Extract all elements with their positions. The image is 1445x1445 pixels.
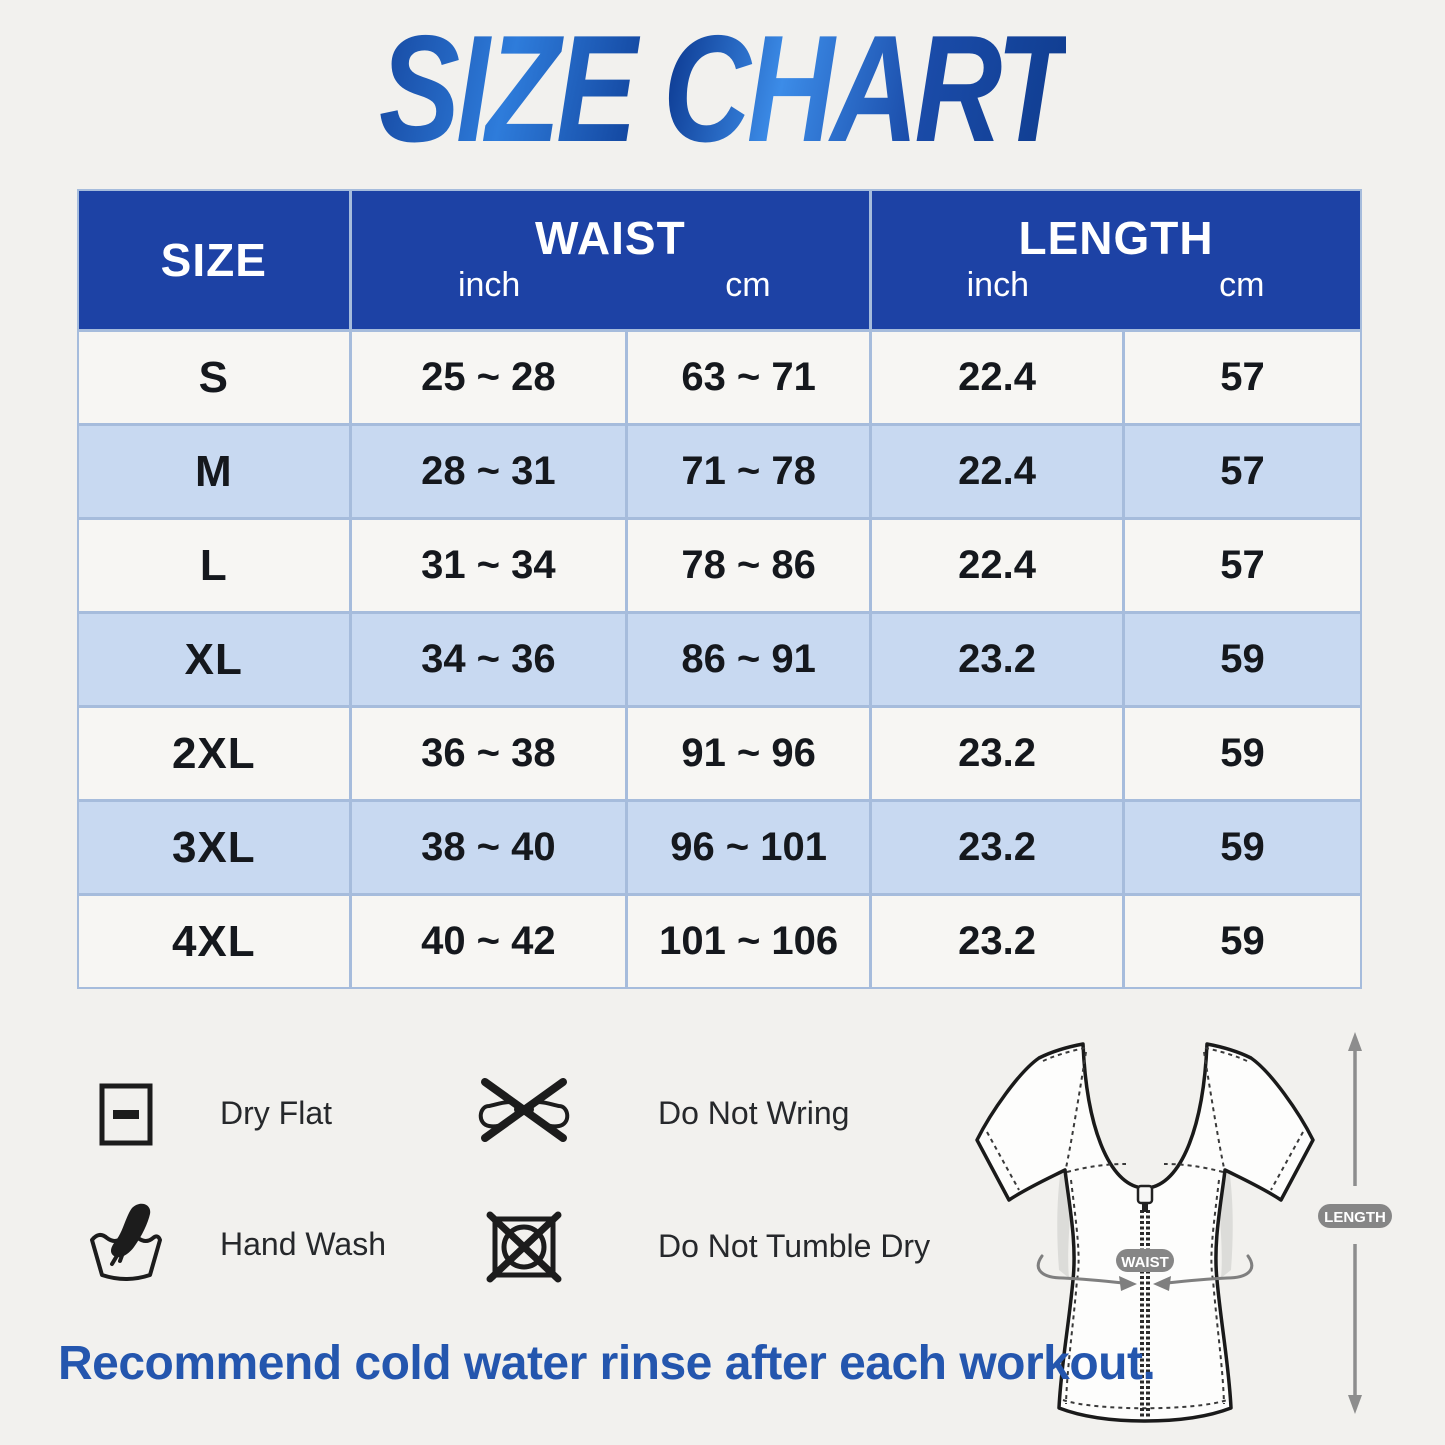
care-label-hand-wash: Hand Wash xyxy=(220,1226,386,1262)
table-cell-length-inch: 23.2 xyxy=(872,896,1122,987)
do-not-wring-icon xyxy=(475,1072,573,1148)
table-cell-waist-cm: 96 ~ 101 xyxy=(628,802,869,893)
table-cell-length-inch: 22.4 xyxy=(872,520,1122,611)
waist-units xyxy=(352,267,870,304)
table-cell-waist-inch: 34 ~ 36 xyxy=(352,614,626,705)
care-label-do-not-wring: Do Not Wring xyxy=(658,1095,850,1131)
table-cell-waist-inch: 25 ~ 28 xyxy=(352,332,626,423)
table-cell-waist-inch: 31 ~ 34 xyxy=(352,520,626,611)
column-header-size: SIZE xyxy=(79,191,349,329)
size-chart-table xyxy=(77,189,1362,989)
length-unit-cm: cm xyxy=(1219,266,1265,305)
table-cell-waist-cm: 78 ~ 86 xyxy=(628,520,869,611)
table-cell-length-cm: 57 xyxy=(1125,426,1360,517)
length-badge xyxy=(1318,1204,1392,1228)
footer-note: Recommend cold water rinse after each workout. xyxy=(58,1337,1156,1390)
table-cell-length-inch: 23.2 xyxy=(872,614,1122,705)
length-arrowhead-top xyxy=(1348,1032,1362,1051)
dry-flat-icon xyxy=(99,1083,153,1146)
column-header-length xyxy=(872,191,1360,329)
length-arrowhead-bottom xyxy=(1348,1395,1362,1414)
page-title-text: SIZE CHART xyxy=(378,4,1067,174)
table-cell-size: L xyxy=(79,520,349,611)
table-cell-waist-inch: 40 ~ 42 xyxy=(352,896,626,987)
table-cell-length-inch: 23.2 xyxy=(872,802,1122,893)
table-cell-waist-inch: 36 ~ 38 xyxy=(352,708,626,799)
table-cell-length-cm: 59 xyxy=(1125,802,1360,893)
table-cell-waist-cm: 91 ~ 96 xyxy=(628,708,869,799)
table-cell-length-cm: 59 xyxy=(1125,708,1360,799)
table-cell-length-cm: 57 xyxy=(1125,332,1360,423)
care-label-dry-flat: Dry Flat xyxy=(220,1095,332,1131)
table-cell-waist-cm: 101 ~ 106 xyxy=(628,896,869,987)
waist-badge xyxy=(1116,1249,1174,1272)
svg-text:WAIST: WAIST xyxy=(1121,1254,1169,1271)
table-cell-waist-cm: 71 ~ 78 xyxy=(628,426,869,517)
page-title xyxy=(0,4,1445,174)
table-cell-waist-cm: 63 ~ 71 xyxy=(628,332,869,423)
table-cell-size: 2XL xyxy=(79,708,349,799)
table-cell-length-cm: 57 xyxy=(1125,520,1360,611)
care-label-do-not-tumble-dry: Do Not Tumble Dry xyxy=(658,1228,931,1264)
table-cell-size: S xyxy=(79,332,349,423)
table-cell-waist-inch: 28 ~ 31 xyxy=(352,426,626,517)
table-cell-size: XL xyxy=(79,614,349,705)
table-cell-size: 3XL xyxy=(79,802,349,893)
table-cell-length-inch: 22.4 xyxy=(872,426,1122,517)
hand-wash-icon xyxy=(88,1198,164,1282)
table-cell-size: 4XL xyxy=(79,896,349,987)
waist-header-label: WAIST xyxy=(535,212,686,265)
length-unit-inch: inch xyxy=(966,266,1029,305)
svg-text:LENGTH: LENGTH xyxy=(1324,1209,1386,1226)
table-cell-length-inch: 22.4 xyxy=(872,332,1122,423)
length-header-label: LENGTH xyxy=(1018,212,1214,265)
length-units xyxy=(872,267,1360,304)
table-cell-waist-cm: 86 ~ 91 xyxy=(628,614,869,705)
table-cell-length-cm: 59 xyxy=(1125,614,1360,705)
waist-unit-inch: inch xyxy=(457,266,521,305)
table-cell-length-inch: 23.2 xyxy=(872,708,1122,799)
table-cell-length-cm: 59 xyxy=(1125,896,1360,987)
column-header-waist xyxy=(352,191,870,329)
do-not-tumble-dry-icon xyxy=(486,1210,562,1284)
table-cell-size: M xyxy=(79,426,349,517)
waist-unit-cm: cm xyxy=(725,266,771,305)
table-cell-waist-inch: 38 ~ 40 xyxy=(352,802,626,893)
